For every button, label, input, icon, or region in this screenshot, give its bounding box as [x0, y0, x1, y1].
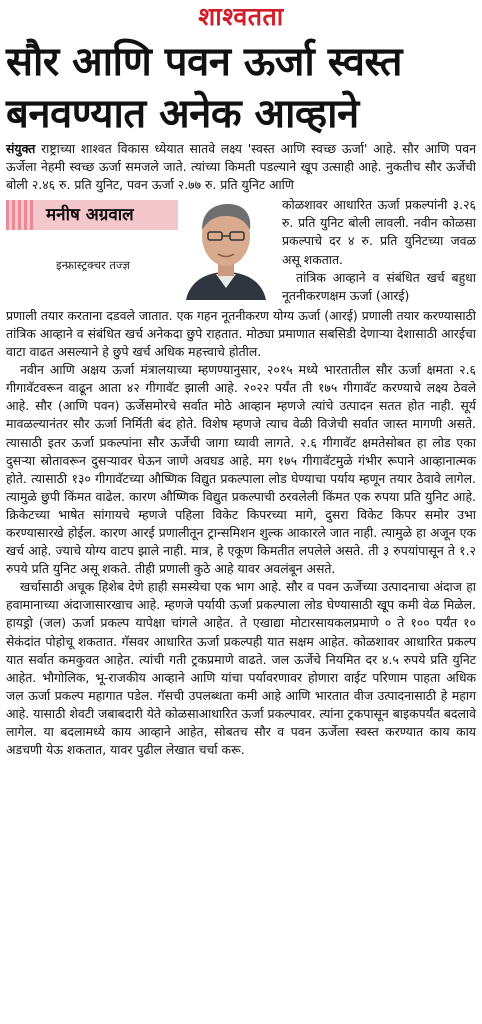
headline-line-2: बनवण्यात अनेक आव्हाने [6, 91, 359, 137]
author-name: मनीष अग्रवाल [46, 205, 134, 226]
author-role: इन्फ्रास्ट्रक्चर तज्ज्ञ [56, 258, 130, 273]
paragraph-1-top [6, 140, 476, 194]
author-section [6, 196, 476, 305]
author-name-bar [6, 200, 182, 230]
article-headline [6, 36, 476, 140]
paragraph-2-rest: प्रणाली तयार करताना दडवले जातात. एक गहन नूतनीकरण योग्य ऊर्जा (आरई) प्रणाली तयार करण्यासाठी तांत्रिक आव्हाने व संबंधित खर्च अनेकदा छुपे राहतात. मोठ्या प्रमाणात सबसिडी देणाऱ्या देशासाठी आरईचा वाटा वाढत असल्याने हे छुपे खर्च अधिक महत्त्वाचे होतील. [6, 307, 476, 360]
decorative-stripe [6, 200, 34, 230]
author-box [6, 196, 278, 302]
headline-line-1: सौर आणि पवन ऊर्जा स्वस्त [6, 39, 402, 85]
article-body [6, 140, 476, 759]
paragraph-1-text: राष्ट्राच्या शाश्वत विकास ध्येयात सातवे लक्ष्य 'स्वस्त आणि स्वच्छ ऊर्जा' आहे. सौर आणि पवन ऊर्जेला नेहमी स्वच्छ ऊर्जा समजले जाते. त्यांच्या किमती पडल्याने खूप उत्साही आहे. नुकतीच सौर ऊर्जेची बोली २.४६ रु. प्रति युनिट, पवन ऊर्जा २.७७ रु. प्रति युनिट आणि [6, 141, 476, 193]
author-photo [178, 196, 274, 300]
section-masthead: शाश्वतता [198, 2, 284, 31]
paragraph-1-side: कोळशावर आधारित ऊर्जा प्रकल्पांनी ३.२६ रु. प्रति युनिट बोली लावली. नवीन कोळसा प्रकल्पाचे दर ४ रु. प्रति युनिटच्या जवळ असू शकतात. [282, 197, 476, 267]
paragraph-4: खर्चासाठी अचूक हिशेब देणे हाही समस्येचा एक भाग आहे. सौर व पवन ऊर्जेच्या उत्पादनाचा अंदाज हा हवामानाच्या अंदाजासारखाच आहे. म्हणजे पर्यायी ऊर्जा प्रकल्पाला लोड घेण्यासाठी खूप कमी वेळ मिळेल. हायड्रो (जल) ऊर्जा प्रकल्प यापेक्षा चांगले आहेत. ते एखाद्या मोटारसायकलप्रमाणे ० ते १०० पर्यंत १० सेकंदांत पोहोचू शकतात. गॅसवर आधारित ऊर्जा प्रकल्पही यात सक्षम आहेत. कोळशावर आधारित प्रकल्प यात सर्वात कमकुवत आहेत. त्यांची गती ट्रकप्रमाणे वाढते. जल ऊर्जेचे नियमित दर ४.५ रुपये प्रति युनिट आहेत. भौगोलिक, भू-राजकीय आव्हाने आणि यांचा पर्यावरणावर होणारा वाईट परिणाम पाहता अधिक जल ऊर्जा प्रकल्प महागात पडेल. गॅसची उपलब्धता कमी आहे आणि भारतात वीज उत्पादनासाठी हे महाग आहे. यासाठी शेवटी जबाबदारी येते कोळसाआधारित ऊर्जा प्रकल्पावर. त्यांना ट्रकपासून बाइकपर्यंत बदलावे लागेल. या बदलामध्ये काय आव्हाने आहेत, सोबतच सौर व पवन ऊर्जेला स्वस्त करण्यात काय काय अडचणी येऊ शकतात, यावर पुढील लेखात चर्चा करू. [6, 579, 476, 758]
lead-word: संयुक्त [6, 141, 36, 156]
side-column [278, 196, 476, 305]
paragraph-3: नवीन आणि अक्षय ऊर्जा मंत्रालयाच्या म्हणण्यानुसार, २०१५ मध्ये भारतातील सौर ऊर्जा क्षमता २.६ गीगावॅटवरून वाढून आता ४२ गीगावॅट झाली आहे. २०२२ पर्यंत ती १७५ गीगावॅट करण्याचे लक्ष्य ठेवले आहे. सौर (आणि पवन) ऊर्जेसमोरचे सर्वात मोठे आव्हान म्हणजे त्यांचे उत्पादन सतत होत नाही. सूर्य मावळल्यानंतर सौर ऊर्जा निर्मिती बंद होते. विशेष म्हणजे त्याच वेळी विजेची सर्वात जास्त मागणी असते. त्यासाठी इतर ऊर्जा प्रकल्पांना सौर ऊर्जेची जागा घ्यावी लागते. २.६ गीगावॅट क्षमतेसोबत हा लोड एका दुसऱ्या स्रोतावरून दुसऱ्यावर घेऊन जाणे अवघड आहे. मग १७५ गीगावॅटमुळे गंभीर रूपाने आव्हानात्मक होते. त्यासाठी १३० गीगावॅटच्या औष्णिक विद्युत प्रकल्पाला लोड घेण्याचा पर्याय म्हणून तयार ठेवावे लागेल. त्यामुळे छुपी किंमत वाढेल. कारण औष्णिक विद्युत प्रकल्पाची ठरवलेली किंमत एक रुपया प्रति युनिट आहे. क्रिकेटच्या भाषेत सांगायचे म्हणजे पहिला विकेट किपरच्या मागे, दुसरा विकेट किपर समोर उभा करण्यासारखे होईल. कारण आरई प्रणालीतून ट्रान्समिशन शुल्क आकारले जात नाही. त्यामुळे हा अजून एक खर्च आहे. ज्याचे योग्य वाटप झाले नाही. मात्र, हे एकूण किमतीत लपलेले असते. ती ३ रुपयांपासून ते १.२ रुपये प्रति युनिट असू शकते. तीही प्रणाली कुठे आहे यावर अवलंबून असते. [6, 362, 476, 577]
paragraph-2-side: तांत्रिक आव्हाने व संबंधित खर्च बहुधा नूतनीकरणक्षम ऊर्जा (आरई) [282, 269, 476, 303]
